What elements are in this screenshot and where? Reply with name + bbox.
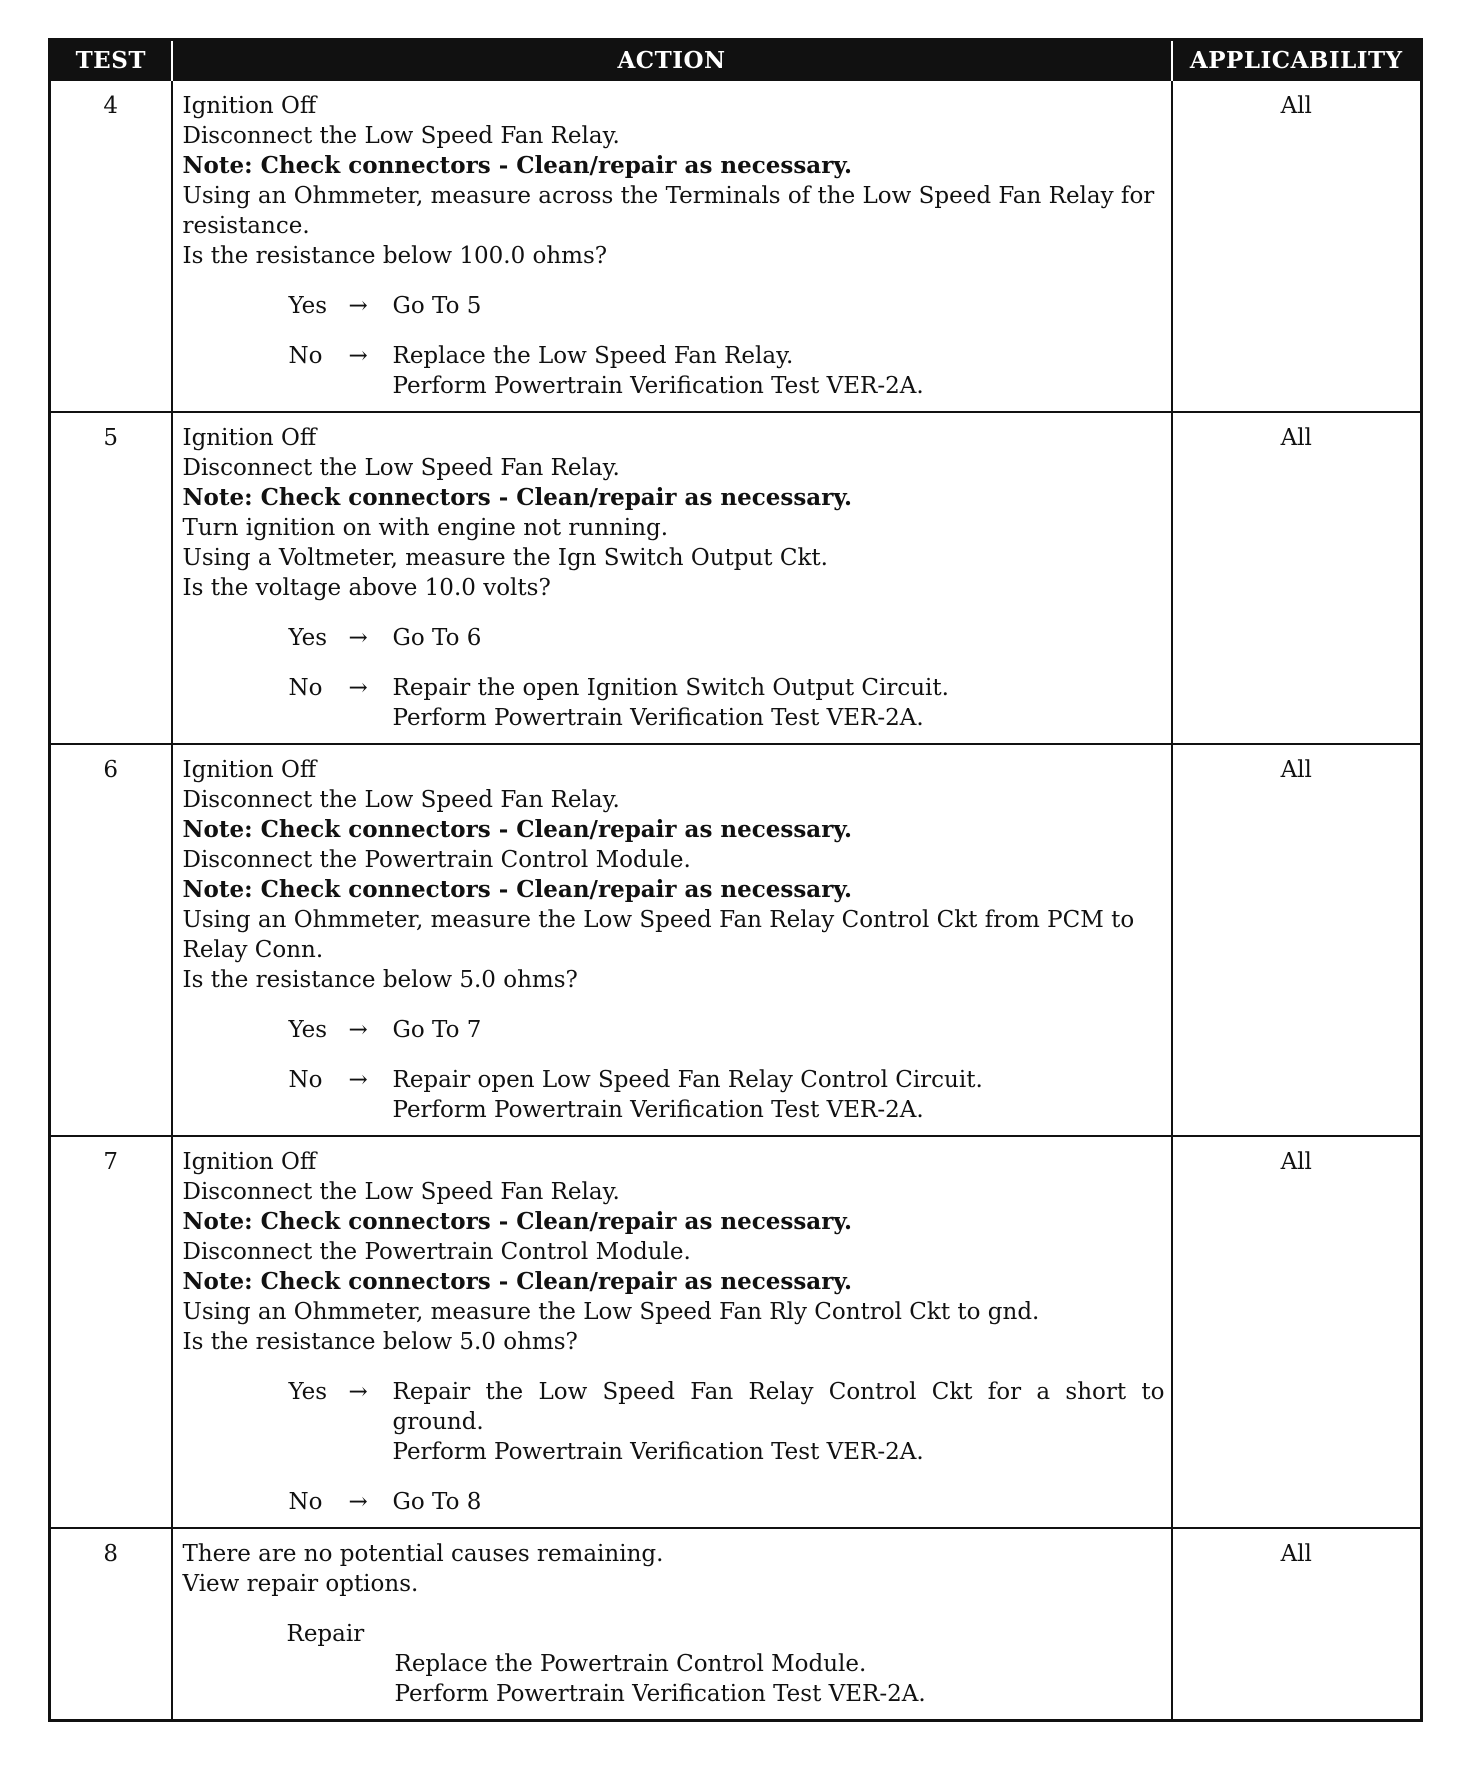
- table-body: [50, 80, 1422, 1721]
- result-label: Yes: [288, 1017, 328, 1043]
- table-row: [50, 80, 1422, 412]
- action-line: Ignition Off: [182, 425, 317, 451]
- note-line: Note: Check connectors - Clean/repair as necessary.: [182, 816, 853, 843]
- right-arrow-icon: →: [348, 1017, 368, 1043]
- result-branch: [289, 1015, 1165, 1045]
- action-line: Ignition Off: [182, 1149, 317, 1175]
- result-label: No: [288, 675, 323, 701]
- note-line: Note: Check connectors - Clean/repair as necessary.: [182, 1208, 853, 1235]
- action-line: Using an Ohmmeter, measure the Low Speed Fan Relay Control Ckt from PCM to Relay Conn.: [182, 907, 1135, 963]
- result-line: Perform Powertrain Verification Test VER-2A.: [392, 705, 924, 731]
- result-label: Yes: [288, 625, 328, 651]
- action-line: Is the voltage above 10.0 volts?: [182, 575, 551, 601]
- applicability-value: All: [1172, 1136, 1422, 1528]
- action-line: There are no potential causes remaining.: [182, 1541, 664, 1567]
- right-arrow-icon: →: [348, 293, 368, 319]
- result-line: Go To 6: [392, 625, 482, 651]
- test-number: 4: [50, 80, 172, 412]
- result-branch: [289, 1065, 1165, 1125]
- table-row: [50, 412, 1422, 744]
- right-arrow-icon: →: [348, 1067, 368, 1093]
- right-arrow-icon: →: [348, 675, 368, 701]
- test-number: 8: [50, 1528, 172, 1721]
- action-line: Disconnect the Low Speed Fan Relay.: [182, 787, 620, 813]
- applicability-value: All: [1172, 1528, 1422, 1721]
- result-line: Go To 5: [392, 293, 482, 319]
- action-cell: [172, 744, 1172, 1136]
- result-branch: [289, 1377, 1165, 1467]
- action-line: Disconnect the Low Speed Fan Relay.: [182, 1179, 620, 1205]
- action-cell: [172, 1136, 1172, 1528]
- repair-line: Perform Powertrain Verification Test VER-2A.: [394, 1681, 926, 1707]
- right-arrow-icon: →: [348, 1489, 368, 1515]
- action-cell: [172, 80, 1172, 412]
- applicability-value: All: [1172, 744, 1422, 1136]
- action-line: Is the resistance below 100.0 ohms?: [182, 243, 608, 269]
- applicability-value: All: [1172, 80, 1422, 412]
- result-text: [393, 673, 1165, 733]
- table-row: [50, 1136, 1422, 1528]
- result-line: Repair the open Ignition Switch Output Circuit.: [392, 675, 949, 701]
- header-applicability: APPLICABILITY: [1172, 40, 1422, 81]
- action-line: Using an Ohmmeter, measure the Low Speed Fan Rly Control Ckt to gnd.: [182, 1299, 1040, 1325]
- action-line: Disconnect the Low Speed Fan Relay.: [182, 123, 620, 149]
- result-line: Perform Powertrain Verification Test VER-2A.: [392, 1097, 924, 1123]
- result-label: Yes: [288, 293, 328, 319]
- test-number: 5: [50, 412, 172, 744]
- action-line: Turn ignition on with engine not running.: [182, 515, 669, 541]
- result-label: No: [288, 343, 323, 369]
- action-line: Disconnect the Powertrain Control Module.: [182, 847, 691, 873]
- result-text: [393, 1377, 1165, 1467]
- result-branch: [289, 341, 1165, 401]
- right-arrow-icon: →: [348, 625, 368, 651]
- action-line: Is the resistance below 5.0 ohms?: [182, 967, 578, 993]
- note-line: Note: Check connectors - Clean/repair as necessary.: [182, 484, 853, 511]
- diagnostic-test-table: [48, 38, 1423, 1722]
- action-line: Using an Ohmmeter, measure across the Terminals of the Low Speed Fan Relay for resistance.: [182, 183, 1155, 239]
- table-row: [50, 1528, 1422, 1721]
- action-cell: [172, 1528, 1172, 1721]
- table-header-row: [50, 40, 1422, 81]
- result-text: [393, 341, 1165, 401]
- result-line: Go To 8: [392, 1489, 482, 1515]
- table-row: [50, 744, 1422, 1136]
- right-arrow-icon: →: [348, 1379, 368, 1405]
- header-action: ACTION: [172, 40, 1172, 81]
- action-line: View repair options.: [182, 1571, 419, 1597]
- note-line: Note: Check connectors - Clean/repair as necessary.: [182, 152, 853, 179]
- result-line: Perform Powertrain Verification Test VER-2A.: [392, 373, 924, 399]
- repair-text: [395, 1649, 1165, 1709]
- result-branch: [289, 673, 1165, 733]
- right-arrow-icon: →: [348, 343, 368, 369]
- test-number: 6: [50, 744, 172, 1136]
- result-branch: [289, 623, 1165, 653]
- note-line: Note: Check connectors - Clean/repair as necessary.: [182, 876, 853, 903]
- applicability-value: All: [1172, 412, 1422, 744]
- result-text: [393, 1487, 1165, 1517]
- result-line: Perform Powertrain Verification Test VER-2A.: [392, 1439, 924, 1465]
- repair-label: Repair: [286, 1621, 365, 1647]
- result-text: [393, 1065, 1165, 1125]
- action-line: Is the resistance below 5.0 ohms?: [182, 1329, 578, 1355]
- action-line: Disconnect the Low Speed Fan Relay.: [182, 455, 620, 481]
- action-cell: [172, 412, 1172, 744]
- result-text: [393, 623, 1165, 653]
- result-label: Yes: [288, 1379, 328, 1405]
- note-line: Note: Check connectors - Clean/repair as necessary.: [182, 1268, 853, 1295]
- result-label: No: [288, 1067, 323, 1093]
- result-text: [393, 291, 1165, 321]
- result-branch: [289, 291, 1165, 321]
- result-branch: [289, 1487, 1165, 1517]
- header-test: TEST: [50, 40, 172, 81]
- result-line: Repair the Low Speed Fan Relay Control Ckt for a short to ground.: [392, 1379, 1165, 1435]
- action-line: Using a Voltmeter, measure the Ign Switch Output Ckt.: [182, 545, 828, 571]
- repair-line: Replace the Powertrain Control Module.: [394, 1651, 867, 1677]
- action-line: Ignition Off: [182, 757, 317, 783]
- test-number: 7: [50, 1136, 172, 1528]
- result-line: Go To 7: [392, 1017, 482, 1043]
- result-line: Repair open Low Speed Fan Relay Control Circuit.: [392, 1067, 983, 1093]
- result-text: [393, 1015, 1165, 1045]
- result-label: No: [288, 1489, 323, 1515]
- result-line: Replace the Low Speed Fan Relay.: [392, 343, 794, 369]
- action-line: Ignition Off: [182, 93, 317, 119]
- action-line: Disconnect the Powertrain Control Module.: [182, 1239, 691, 1265]
